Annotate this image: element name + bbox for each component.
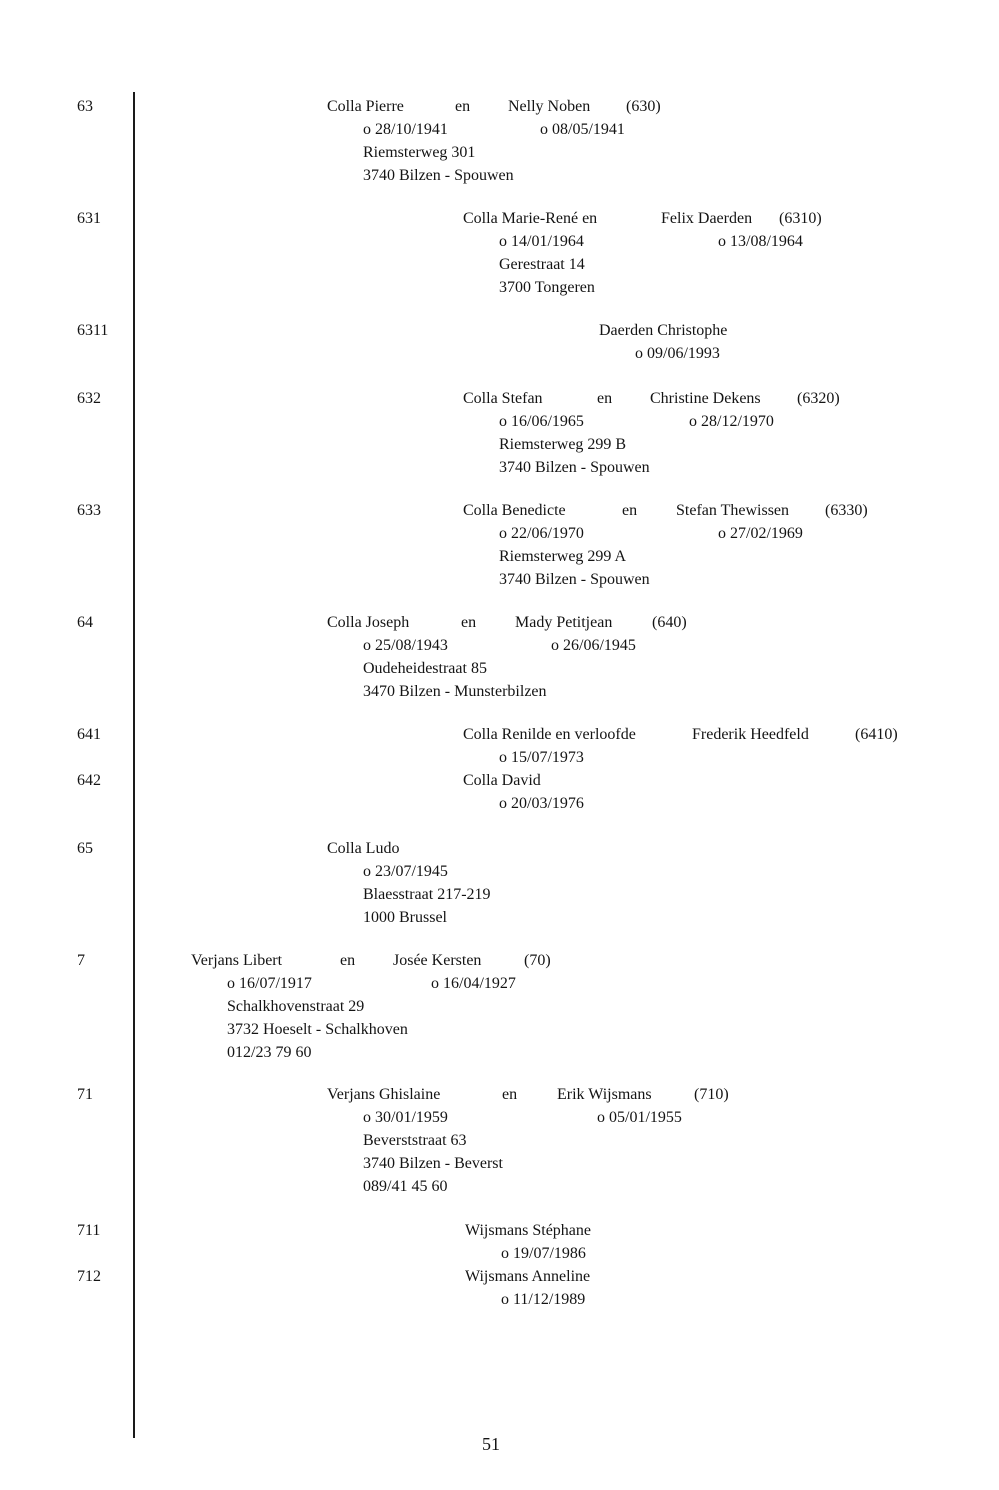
entry-text: Blaesstraat 217-219 [363, 886, 491, 903]
entry-text: 1000 Brussel [363, 909, 447, 926]
entry-text: Wijsmans Anneline [465, 1268, 591, 1285]
entry-text: 3740 Bilzen - Spouwen [499, 459, 650, 476]
entry-text: en [340, 952, 356, 969]
entry-text: Riemsterweg 299 A [499, 548, 627, 565]
entry-number: 64 [77, 614, 93, 631]
entry-text: Colla Stefan [463, 390, 543, 407]
entry-text: Stefan Thewissen [676, 502, 790, 519]
entry-text: 3740 Bilzen - Spouwen [363, 167, 514, 184]
entry-number: 633 [77, 502, 101, 519]
entry-text: 3732 Hoeselt - Schalkhoven [227, 1021, 408, 1038]
entry-text: o 14/01/1964 [499, 233, 584, 250]
entry-number: 641 [77, 726, 101, 743]
entry-text: (6310) [779, 210, 822, 227]
entry-text: (640) [652, 614, 687, 631]
entry-text: o 05/01/1955 [597, 1109, 682, 1126]
entry-text: o 13/08/1964 [718, 233, 803, 250]
entry-text: Gerestraat 14 [499, 256, 585, 273]
entry-text: en [597, 390, 613, 407]
entry-text: (6320) [797, 390, 840, 407]
entry-text: o 28/10/1941 [363, 121, 448, 138]
entry-text: o 16/07/1917 [227, 975, 312, 992]
entry-text: Erik Wijsmans [557, 1086, 652, 1103]
entry-text: Beverststraat 63 [363, 1132, 467, 1149]
entry-text: (6410) [855, 726, 898, 743]
entry-text: 3470 Bilzen - Munsterbilzen [363, 683, 547, 700]
entry-text: en [461, 614, 477, 631]
entry-text: Nelly Noben [508, 98, 591, 115]
entry-text: en [622, 502, 638, 519]
entry-text: 089/41 45 60 [363, 1178, 448, 1195]
entry-text: Christine Dekens [650, 390, 761, 407]
entry-number: 63 [77, 98, 93, 115]
entry-text: Oudeheidestraat 85 [363, 660, 487, 677]
entry-text: (710) [694, 1086, 729, 1103]
entry-text: en [502, 1086, 518, 1103]
entry-number: 7 [77, 952, 85, 969]
entry-text: 3740 Bilzen - Spouwen [499, 571, 650, 588]
entry-text: Colla David [463, 772, 541, 789]
entry-text: Wijsmans Stéphane [465, 1222, 591, 1239]
entry-text: Felix Daerden [661, 210, 753, 227]
entry-text: 3740 Bilzen - Beverst [363, 1155, 503, 1172]
entry-text: o 23/07/1945 [363, 863, 448, 880]
entry-text: 012/23 79 60 [227, 1044, 312, 1061]
entry-text: o 16/04/1927 [431, 975, 516, 992]
entry-text: Verjans Libert [191, 952, 283, 969]
entry-text: en [455, 98, 471, 115]
entry-text: Colla Joseph [327, 614, 410, 631]
entry-text: Colla Marie-René en [463, 210, 598, 227]
entry-text: Josée Kersten [393, 952, 482, 969]
entry-text: Riemsterweg 299 B [499, 436, 627, 453]
entry-text: o 22/06/1970 [499, 525, 584, 542]
entry-text: Frederik Heedfeld [692, 726, 809, 743]
entry-text: Verjans Ghislaine [327, 1086, 441, 1103]
entry-number: 6311 [77, 322, 109, 339]
entry-text: o 08/05/1941 [540, 121, 625, 138]
entry-text: (70) [524, 952, 551, 969]
entry-text: (6330) [825, 502, 868, 519]
entry-text: 3700 Tongeren [499, 279, 595, 296]
page-number: 51 [482, 1434, 500, 1454]
entry-number: 632 [77, 390, 101, 407]
entry-number: 65 [77, 840, 93, 857]
entry-text: Riemsterweg 301 [363, 144, 476, 161]
entry-text: Mady Petitjean [515, 614, 613, 631]
entry-number: 712 [77, 1268, 101, 1285]
entry-text: o 28/12/1970 [689, 413, 774, 430]
entry-number: 711 [77, 1222, 101, 1239]
entry-text: o 25/08/1943 [363, 637, 448, 654]
entry-text: o 27/02/1969 [718, 525, 803, 542]
entry-text: Colla Benedicte [463, 502, 566, 519]
entry-text: o 09/06/1993 [635, 345, 720, 362]
entry-text: Schalkhovenstraat 29 [227, 998, 365, 1015]
entry-text: Daerden Christophe [599, 322, 728, 339]
entry-text: o 19/07/1986 [501, 1245, 586, 1262]
entry-text: o 26/06/1945 [551, 637, 636, 654]
entry-text: o 15/07/1973 [499, 749, 584, 766]
entry-text: Colla Pierre [327, 98, 404, 115]
entry-text: Colla Renilde en verloofde [463, 726, 636, 743]
entry-text: o 20/03/1976 [499, 795, 584, 812]
entry-text: o 11/12/1989 [501, 1291, 586, 1308]
entry-text: o 30/01/1959 [363, 1109, 448, 1126]
entry-text: o 16/06/1965 [499, 413, 584, 430]
entry-number: 631 [77, 210, 101, 227]
entry-number: 642 [77, 772, 101, 789]
entry-text: Colla Ludo [327, 840, 400, 857]
vertical-rule [133, 92, 135, 1438]
entry-text: (630) [626, 98, 661, 115]
entry-number: 71 [77, 1086, 93, 1103]
